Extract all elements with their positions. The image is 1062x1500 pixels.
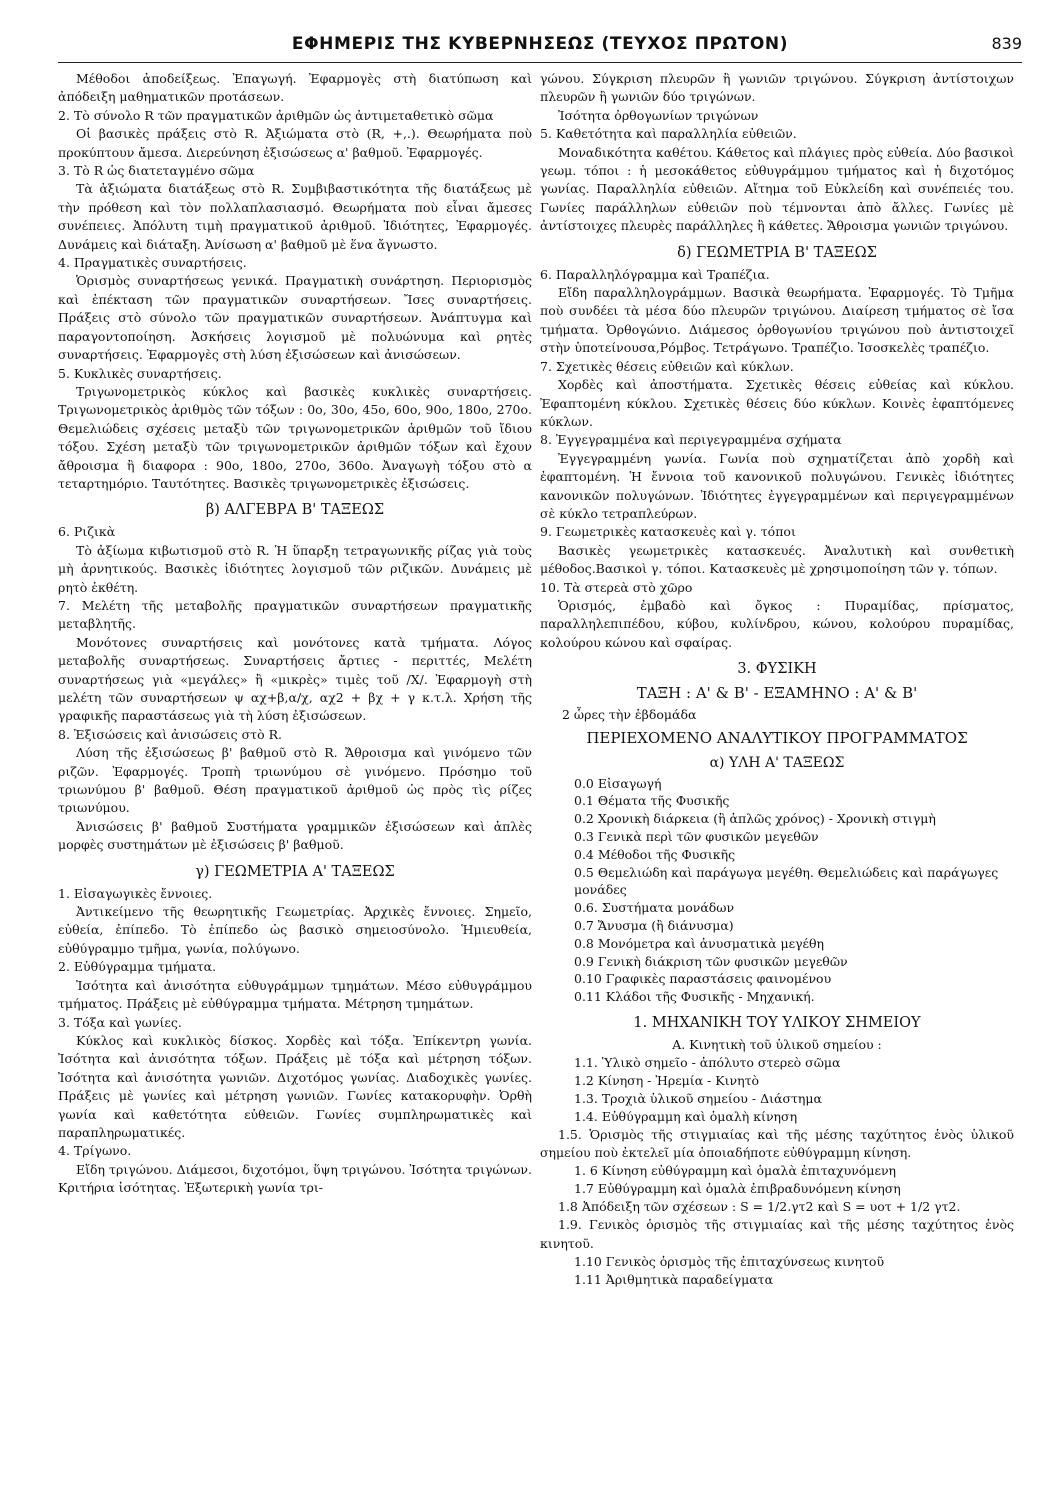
paragraph: Ἐγγεγραμμένη γωνία. Γωνία ποὺ σχηματίζεται ἀπὸ χορδὴ καὶ ἐφαπτομένη. Ἡ ἔννοια τοῦ κανονικοῦ πολυγώνου. Γενικὲς ἰδιότητες κανονικῶν πολυγώνων. Ἰδιότητες ἐγγεγραμμένων καὶ περιγεγραμμένων σὲ κύκλο τετραπλεύρων.	[540, 450, 1014, 521]
left-column	[58, 70, 532, 1198]
paragraph: Χορδὲς καὶ ἀποστήματα. Σχετικὲς θέσεις εὐθείας καὶ κύκλου. Ἐφαπτομένη κύκλου. Σχετικὲς θέσεις δύο κύκλων. Κοινὲς ἐφαπτόμενες κύκλων.	[540, 377, 1014, 429]
section-heading: 7. Σχετικὲς θέσεις εὐθειῶν καὶ κύκλων.	[540, 358, 794, 374]
list-item: 0.4 Μέθοδοι τῆς Φυσικῆς	[574, 846, 736, 862]
paragraph: Μοναδικότητα καθέτου. Κάθετος καὶ πλάγιες πρὸς εὐθεία. Δύο βασικοὶ γεωμ. τόποι : ἡ μεσοκάθετος εὐθυγράμμου τμήματος καὶ ἡ διχοτόμος γωνίας. Παραλληλία εὐθειῶν. Αἴτημα τοῦ Εὐκλείδη καὶ συνέπειές του. Γωνίες παράλληλων εὐθειῶν ποὺ τέμνονται ἀπὸ ἄλλες. Γωνίες μὲ ἀντίστοιχες πλευρὲς παράλληλες ἢ κάθετες. Ἄθροισμα γωνιῶν τριγώνου.	[540, 144, 1014, 234]
header-rule	[58, 62, 1022, 63]
section-heading: 7. Μελέτη τῆς μεταβολῆς πραγματικῶν συναρτήσεων πραγματικῆς μεταβλητῆς.	[58, 597, 532, 632]
list-item: 0.6. Συστήματα μονάδων	[574, 900, 735, 916]
paragraph: Μονότονες συναρτήσεις καὶ μονότονες κατὰ τμήματα. Λόγος μεταβολῆς συναρτήσεως. Συναρτήσεις ἄρτιες - περιττές, Μελέτη συναρτήσεως γιὰ «μεγάλες» ἢ «μικρὲς» τιμὲς τοῦ /X/. Ἐφαρμογὴ στὴ μελέτη τῶν συναρτήσεων ψ αχ+β,α/χ, αχ2 + βχ + γ κ.τ.λ. Χρήση τῆς γραφικῆς παραστάσεως γιὰ τὴ λύση ἐξισώσεων.	[58, 634, 532, 724]
list-item: 1.1. Ὑλικὸ σημεῖο - ἀπόλυτο στερεὸ σῶμα	[574, 1055, 841, 1071]
list-item: 0.10 Γραφικὲς παραστάσεις φαινομένου	[574, 971, 832, 987]
section-heading: 9. Γεωμετρικὲς κατασκευὲς καὶ γ. τόποι	[540, 524, 796, 540]
list-item: 1.3. Τροχιὰ ὑλικοῦ σημείου - Διάστημα	[574, 1090, 822, 1106]
list-item: 0.0 Εἰσαγωγή	[574, 775, 662, 791]
list-item: 1.2 Κίνηση - Ἠρεμία - Κινητὸ	[574, 1073, 760, 1089]
subject-heading: β) ΑΛΓΕΒΡΑ Β' ΤΑΞΕΩΣ	[205, 502, 385, 519]
list-item: 1.8 Ἀπόδειξη τῶν σχέσεων : S = 1/2.γτ2 καὶ S = υοτ + 1/2 γτ2.	[558, 1198, 961, 1214]
section-heading: 5. Κυκλικὲς συναρτήσεις.	[58, 365, 222, 381]
section-heading: 1. Εἰσαγωγικὲς ἔννοιες.	[58, 885, 213, 901]
list-item: 1.10 Γενικὸς ὁρισμὸς τῆς ἐπιταχύνσεως κινητοῦ	[574, 1254, 885, 1270]
paragraph: Οἱ βασικὲς πράξεις στὸ R. Ἀξιώματα στὸ (R, +,.). Θεωρήματα ποὺ προκύπτουν ἄμεσα. Διερεύνηση ἐξισώσεως α' βαθμοῦ. Ἐφαρμογές.	[58, 126, 532, 160]
paragraph: Ὁρισμός, ἐμβαδὸ καὶ ὄγκος : Πυραμίδας, πρίσματος, παραλληλεπιπέδου, κύβου, κυλίνδρου, κώνου, κολούρου πυραμίδας, κολούρου κώνου καὶ σφαίρας.	[540, 597, 1014, 650]
list-item: 1.9. Γενικὸς ὁρισμὸς τῆς στιγμιαίας καὶ τῆς μέσης ταχύτητος ἑνὸς κινητοῦ.	[540, 1217, 1014, 1251]
list-item: 1.4. Εὐθύγραμμη καὶ ὁμαλὴ κίνηση	[574, 1108, 798, 1124]
list-item: 1.11 Ἀριθμητικὰ παραδείγματα	[574, 1271, 774, 1287]
paragraph: Κύκλος καὶ κυκλικὸς δίσκος. Χορδὲς καὶ τόξα. Ἐπίκεντρη γωνία. Ἰσότητα καὶ ἀνισότητα τόξων. Πράξεις μὲ τόξα καὶ μέτρηση τόξων. Ἰσότητα καὶ ἀνισότητα γωνιῶν. Διχοτόμος γωνίας. Διαδοχικὲς γωνίες. Πράξεις μὲ γωνίες καὶ μέτρηση γωνιῶν. Γωνίες κατακορυφὴν. Ὀρθὴ γωνία καὶ καθετότητα εὐθειῶν. Γωνίες συμπληρωματικὲς καὶ παραπληρωματικές.	[58, 1032, 532, 1140]
page-number: 839	[991, 34, 1022, 53]
paragraph: Εἴδη παραλληλογράμμων. Βασικὰ θεωρήματα. Ἐφαρμογές. Τὸ Τμῆμα ποὺ συνδέει τὰ μέσα δύο πλευρῶν τριγώνου. Διαίρεση τμήματος σὲ ἴσα τμήματα. Ὀρθογώνιο. Διάμεσος ὀρθογωνίου τριγώνου ποὺ ἀντιστοιχεῖ στὴν ὑποτείνουσα,Ρόμβος. Τετράγωνο. Τραπέζιο. Ἰσοσκελὲς τραπέζιο.	[540, 285, 1014, 356]
gazette-title: ΕΦΗΜΕΡΙΣ ΤΗΣ ΚΥΒΕΡΝΗΣΕΩΣ (ΤΕΥΧΟΣ ΠΡΩΤΟΝ)	[291, 34, 789, 54]
section-heading: 3. Τὸ R ὡς διατεταγμένο σῶμα	[58, 163, 255, 179]
list-item: 0.1 Θέματα τῆς Φυσικῆς	[574, 793, 730, 809]
list-item: 0.2 Χρονικὴ διάρκεια (ἢ ἁπλῶς χρόνος) - Χρονικὴ στιγμὴ	[574, 811, 936, 827]
list-item: 0.8 Μονόμετρα καὶ ἀνυσματικὰ μεγέθη	[574, 935, 825, 951]
section-heading: 2. Εὐθύγραμμα τμήματα.	[58, 959, 217, 975]
paragraph: Εἴδη τριγώνου. Διάμεσοι, διχοτόμοι, ὕψη τριγώνου. Ἰσότητα τριγώνων. Κριτήρια ἰσότητας. Ἐξωτερικὴ γωνία τρι-	[58, 1161, 532, 1196]
paragraph: Ὁρισμὸς συναρτήσεως γενικά. Πραγματικὴ συνάρτηση. Περιορισμὸς καὶ ἐπέκταση τῶν πραγματικῶν συναρτήσεων. Ἴσες συναρτήσεις. Πράξεις στὸ σύνολο τῶν πραγματικῶν συναρτήσεων. Ἀνάπτυγμα καὶ παραγοντοποίηση. Ἀσκήσεις λογισμοῦ μὲ πολυώνυμα καὶ ρητὲς συναρτήσεις. Ἐφαρμογὲς στὴ λύση ἐξισώσεων καὶ ἀνισώσεων.	[58, 273, 532, 363]
section-heading: 3. Τόξα καὶ γωνίες.	[58, 1014, 182, 1030]
list-item: 0.7 Ἄνυσμα (ἢ διάνυσμα)	[574, 917, 734, 933]
paragraph: Λύση τῆς ἐξισώσεως β' βαθμοῦ στὸ R. Ἄθροισμα καὶ γινόμενο τῶν ριζῶν. Ἐφαρμογές. Τροπὴ τριωνύμου σὲ γινόμενο. Πρόσημο τοῦ τριωνύμου β' βαθμοῦ. Θέση πραγματικοῦ ἀριθμοῦ ὡς πρὸς τὶς ρίζες τριωνύμου.	[58, 745, 532, 816]
right-column	[540, 70, 1014, 1289]
subject-heading: δ) ΓΕΩΜΕΤΡΙΑ Β' ΤΑΞΕΩΣ	[677, 244, 877, 261]
paragraph: Βασικὲς γεωμετρικὲς κατασκευές. Ἀναλυτικὴ καὶ συνθετικὴ μέθοδος.Βασικοὶ γ. τόποι. Κατασκευὲς μὲ χρησιμοποίηση τῶν γ. τόπων.	[540, 542, 1014, 577]
list-item: 1.5. Ὁρισμὸς τῆς στιγμιαίας καὶ τῆς μέσης ταχύτητος ἑνὸς ὑλικοῦ σημείου ποὺ ἐκτελεῖ μία ὁποιαδήποτε εὐθύγραμμη κίνηση.	[540, 1126, 1014, 1160]
paragraph: Τὰ ἀξιώματα διατάξεως στὸ R. Συμβιβαστικότητα τῆς διατάξεως μὲ τὴν πρόθεση καὶ τὸν πολλαπλασιασμό. Θεωρήματα ποὺ εἶναι ἄμεσες συνέπειες. Ἀπόλυτη τιμὴ πραγματικοῦ ἀριθμοῦ. Ἰδιότητες, Ἐφαρμογές. Δυνάμεις καὶ διάταξη. Ἀνίσωση α' βαθμοῦ μὲ ἕνα ἄγνωστο.	[58, 181, 532, 252]
class-semester-line: ΤΑΞΗ : Α' & Β' - ΕΞΑΜΗΝΟ : Α' & Β'	[636, 684, 918, 703]
section-heading: 8. Ἐγγεγραμμένα καὶ περιγεγραμμένα σχήματα	[540, 432, 842, 448]
section-heading: 2. Τὸ σύνολο R τῶν πραγματικῶν ἀριθμῶν ὡς ἀντιμεταθετικὸ σῶμα	[58, 107, 494, 123]
section-heading: 10. Τὰ στερεὰ στὸ χῶρο	[540, 579, 693, 595]
page-header	[58, 30, 1022, 60]
list-item: 0.5 Θεμελιώδη καὶ παράγωγα μεγέθη. Θεμελιώδεις καὶ παράγωγες μονάδες	[574, 864, 999, 898]
list-item: 1.7 Εὐθύγραμμη καὶ ὁμαλὰ ἐπιβραδυνόμενη κίνηση	[574, 1181, 901, 1197]
section-heading: 4. Τρίγωνο.	[58, 1143, 132, 1159]
list-item: 0.9 Γενικὴ διάκριση τῶν φυσικῶν μεγεθῶν	[574, 953, 848, 969]
subject-heading: 3. ΦΥΣΙΚΗ	[737, 661, 817, 678]
subject-heading: γ) ΓΕΩΜΕΤΡΙΑ Α' ΤΑΞΕΩΣ	[195, 863, 395, 880]
section-heading: 4. Πραγματικὲς συναρτήσεις.	[58, 255, 247, 271]
paragraph: Τὸ ἀξίωμα κιβωτισμοῦ στὸ R. Ἡ ὕπαρξη τετραγωνικῆς ρίζας γιὰ τοὺς μὴ ἀρνητικούς. Βασικὲς ἰδιότητες λογισμοῦ τῶν ριζικῶν. Δυνάμεις μὲ ρητὸ ἐκθέτη.	[58, 542, 532, 595]
curriculum-heading: ΠΕΡΙΕΧΟΜΕΝΟ ΑΝΑΛΥΤΙΚΟΥ ΠΡΟΓΡΑΜΜΑΤΟΣ	[586, 728, 968, 747]
paragraph: Ἀντικείμενο τῆς θεωρητικῆς Γεωμετρίας. Ἀρχικὲς ἔννοιες. Σημεῖο, εὐθεία, ἐπίπεδο. Τὸ ἐπίπεδο ὡς βασικὸ σημειοσύνολο. Ἡμιευθεία, εὐθύγραμμο τμῆμα, γωνία, πολύγωνο.	[58, 904, 532, 956]
section-heading: 6. Παραλληλόγραμμα καὶ Τραπέζια.	[540, 266, 770, 282]
hours-line: 2 ὧρες τὴν ἑβδομάδα	[562, 707, 697, 723]
section-heading: 5. Καθετότητα καὶ παραλληλία εὐθειῶν.	[540, 126, 797, 142]
paragraph: Ἀνισώσεις β' βαθμοῦ Συστήματα γραμμικῶν ἐξισώσεων καὶ ἁπλὲς μορφὲς συστημάτων μὲ ἐξισώσεις β' βαθμοῦ.	[58, 818, 532, 853]
list-item: 1. 6 Κίνηση εὐθύγραμμη καὶ ὁμαλὰ ἐπιταχυνόμενη	[574, 1163, 897, 1179]
subject-heading: α) ΥΛΗ Α' ΤΑΞΕΩΣ	[709, 754, 845, 771]
paragraph: Ἰσότητα ὀρθογωνίων τριγώνων	[558, 107, 759, 123]
list-item: 0.11 Κλάδοι τῆς Φυσικῆς - Μηχανική.	[574, 989, 815, 1005]
paragraph: γώνου. Σύγκριση πλευρῶν ἢ γωνιῶν τριγώνου. Σύγκριση ἀντίστοιχων πλευρῶν ἢ γωνιῶν δύο τριγώνων.	[540, 71, 1014, 105]
subject-heading: 1. ΜΗΧΑΝΙΚΗ ΤΟΥ ΥΛΙΚΟΥ ΣΗΜΕΙΟΥ	[633, 1014, 921, 1031]
section-heading: 8. Ἐξισώσεις καὶ ἀνισώσεις στὸ R.	[58, 726, 282, 742]
list-item: 0.3 Γενικὰ περὶ τῶν φυσικῶν μεγεθῶν	[574, 828, 819, 844]
subsection-heading: Α. Κινητικὴ τοῦ ὑλικοῦ σημείου :	[672, 1036, 882, 1052]
paragraph: Μέθοδοι ἀποδείξεως. Ἐπαγωγή. Ἐφαρμογὲς στὴ διατύπωση καὶ ἀπόδειξη μαθηματικῶν προτάσεων.	[58, 71, 532, 105]
section-heading: 6. Ριζικὰ	[58, 524, 116, 540]
paragraph: Ἰσότητα καὶ ἀνισότητα εὐθυγράμμων τμημάτων. Μέσο εὐθυγράμμου τμήματος. Πράξεις μὲ εὐθύγραμμα τμήματα. Μέτρηση τμημάτων.	[58, 977, 532, 1012]
paragraph: Τριγωνομετρικὸς κύκλος καὶ βασικὲς κυκλικὲς συναρτήσεις. Τριγωνομετρικὸς ἀριθμὸς τῶν τόξων : 0ο, 30ο, 45ο, 60ο, 90ο, 180ο, 270ο. Θεμελιώδεις σχέσεις μεταξὺ τῶν τριγωνομετρικῶν ἀριθμῶν τοῦ ἴδιου τόξου. Σχέση μεταξὺ τῶν τριγωνομετρικῶν ἀριθμῶν τόξων καὶ ἔχουν ἄθροισμα ἢ διαφορα : 90ο, 180ο, 270ο, 360ο. Ἀναγωγὴ τόξου στὸ α τεταρτημόριο. Ταυτότητες. Βασικὲς τριγωνομετρικὲς ἐξισώσεις.	[58, 383, 532, 491]
